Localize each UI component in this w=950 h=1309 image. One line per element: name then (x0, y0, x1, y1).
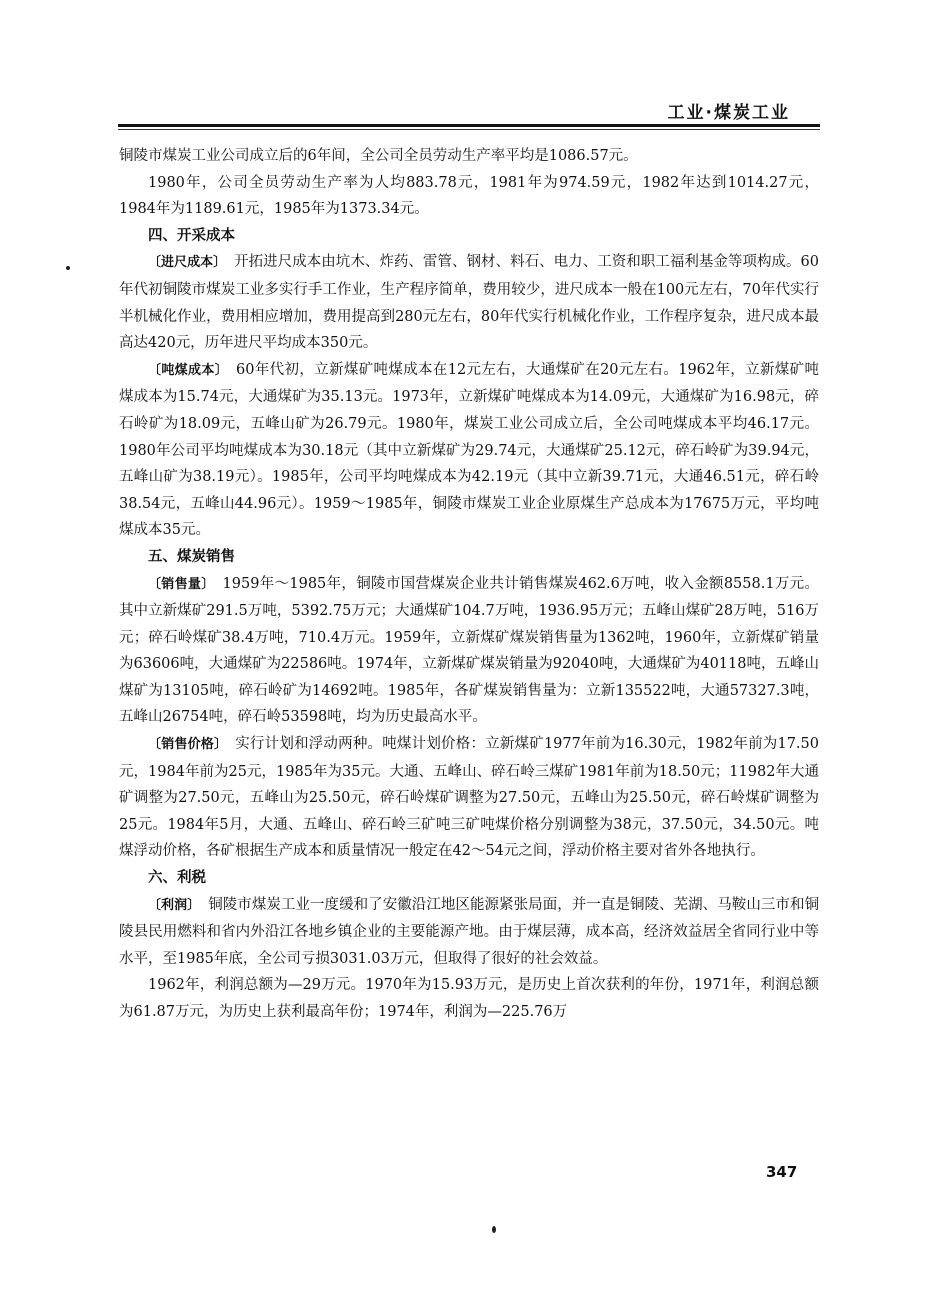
section-heading-profit-tax: 六、利税 (148, 870, 206, 887)
page-number: 347 (766, 1163, 798, 1181)
paragraph-productivity-yearly: 1980年，公司全员劳动生产率为人均883.78元，1981年为974.59元，1982年达到1014.27元，1984年为1189.61元，1985年为1373.34元。 (119, 174, 819, 218)
subsection-tag-sales-volume: 〔销售量〕 (148, 576, 215, 592)
subsection-tag-footage-cost: 〔进尺成本〕 (148, 255, 227, 271)
paragraph-ton-coal-cost (119, 357, 819, 544)
paragraph-footage-cost (119, 249, 819, 356)
paragraph-sales-volume (119, 571, 819, 732)
body-text (119, 143, 819, 1026)
paragraph-productivity-average: 铜陵市煤炭工业公司成立后的6年间，全公司全员劳动生产率平均是1086.57元。 (119, 148, 638, 164)
running-header: 工业·煤炭工业 (667, 103, 790, 123)
section-heading-coal-sales: 五、煤炭销售 (148, 548, 235, 565)
subsection-tag-sales-price: 〔销售价格〕 (148, 737, 228, 753)
header-rule-thick (118, 124, 820, 127)
paragraph-sales-volume-text: 1959年～1985年，铜陵市国营煤炭企业共计销售煤炭462.6万吨，收入金额8558.1万元。其中立新煤矿291.5万吨，5392.75万元；大通煤矿104.7万吨，1936.95万元；五峰山煤矿28万吨，516万元；碎石岭煤矿38.4万吨，710.4万元。1959年，立新煤矿煤炭销售量为1362吨，1960年，立新煤矿销量为63606吨，大通煤矿为22586吨。1974年，立新煤矿煤炭销量为92040吨，大通煤矿为40118吨，五峰山煤矿为13105吨，碎石岭矿为14692吨。1985年，各矿煤炭销售量为：立新135522吨，大通57327.3吨，五峰山26754吨，碎石岭53598吨，均为历史最高水平。 (119, 575, 819, 726)
section-heading-mining-cost: 四、开采成本 (148, 227, 235, 244)
paragraph-sales-price-text: 实行计划和浮动两种。吨煤计划价格：立新煤矿1977年前为16.30元，1982年前为17.50元，1984年前为25元，1985年为35元。大通、五峰山、碎石岭三煤矿1981年前为18.50元；11982年大通矿调整为27.50元，五峰山为25.50元，碎石岭煤矿调整为27.50元，五峰山为25.50元，碎石岭煤矿调整为25元。1984年5月，大通、五峰山、碎石岭三矿吨三矿吨煤价格分别调整为38元，37.50元，34.50元。吨煤浮动价格，各矿根据生产成本和质量情况一般定在42～54元之间，浮动价格主要对省外各地执行。 (119, 736, 819, 860)
scan-speck (66, 266, 70, 270)
subsection-tag-ton-coal-cost: 〔吨煤成本〕 (148, 362, 229, 378)
scan-speck (492, 1226, 496, 1233)
subsection-tag-profit: 〔利润〕 (148, 897, 201, 913)
header-rule-thin (118, 129, 820, 130)
paragraph-ton-coal-cost-text: 60年代初，立新煤矿吨煤成本在12元左右，大通煤矿在20元左右。1962年，立新煤矿吨煤成本为15.74元，大通煤矿为35.13元。1973年，立新煤矿吨煤成本为14.09元，大通煤矿为16.98元，碎石岭矿为18.09元，五峰山矿为26.79元。1980年，煤炭工业公司成立后，全公司吨煤成本平均46.17元。1980年公司平均吨煤成本为30.18元（其中立新煤矿为29.74元，大通煤矿25.12元，碎石岭矿为39.94元，五峰山矿为38.19元）。1985年，公司平均吨煤成本为42.19元（其中立新39.71元，大通46.51元，碎石岭38.54元，五峰山44.96元）。1959～1985年，铜陵市煤炭工业企业原煤生产总成本为17675万元，平均吨煤成本35元。 (119, 361, 819, 539)
paragraph-profit-history: 1962年，利润总额为—29万元。1970年为15.93万元，是历史上首次获利的年份，1971年，利润总额为61.87万元，为历史上获利最高年份；1974年，利润为—225.76万 (119, 977, 819, 1020)
paragraph-profit (119, 892, 819, 973)
paragraph-profit-text: 铜陵市煤炭工业一度缓和了安徽沿江地区能源紧张局面，并一直是铜陵、芜湖、马鞍山三市和铜陵县民用燃料和省内外沿江各地乡镇企业的主要能源产地。由于煤层薄，成本高，经济效益居全省同行业中等水平，至1985年底，全公司亏损3031.03万元，但取得了很好的社会效益。 (119, 896, 819, 967)
paragraph-sales-price (119, 731, 819, 865)
paragraph-footage-cost-text: 开拓进尺成本由坑木、炸药、雷管、钢材、料石、电力、工资和职工福利基金等项构成。60年代初铜陵市煤炭工业多实行手工作业，生产程序简单，费用较少，进尺成本一般在100元左右，70年代实行半机械化作业，费用相应增加，费用提高到280元左右，80年代实行机械化作业，工作程序复杂，进尺成本最高达420元，历年进尺平均成本350元。 (119, 254, 819, 352)
